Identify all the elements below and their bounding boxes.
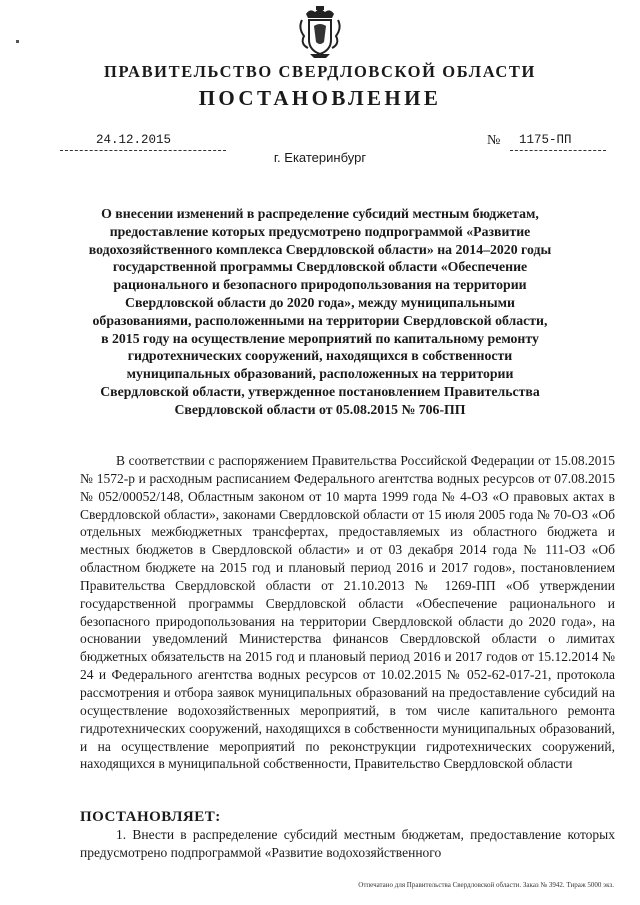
number-sign: № bbox=[487, 133, 501, 148]
scan-mark bbox=[16, 40, 19, 43]
document-type: ПОСТАНОВЛЕНИЕ bbox=[198, 86, 442, 110]
preamble bbox=[80, 452, 615, 773]
print-imprint: Отпечатано для Правительства Свердловской области. Заказ № 3942. Тираж 5000 экз. bbox=[358, 881, 614, 889]
coat-of-arms-emblem bbox=[296, 6, 344, 58]
document-number: 1175-ПП bbox=[519, 133, 572, 147]
document-date: 24.12.2015 bbox=[96, 133, 172, 147]
resolution-item-1: 1. Внести в распределение субсидий местным бюджетам, предоставление которых предусмотрено подпрограммой «Развитие водохозяйственного bbox=[80, 827, 615, 860]
government-title: ПРАВИТЕЛЬСТВО СВЕРДЛОВСКОЙ ОБЛАСТИ bbox=[104, 62, 536, 81]
city: г. Екатеринбург bbox=[273, 150, 367, 165]
preamble-paragraph: В соответствии с распоряжением Правительства Российской Федерации от 15.08.2015 № 1572-р и расходным расписанием Федерального агентства водных ресурсов от 07.08.2015 № 052/00052/148, Областным законом от 10 марта 1999 года № 4-ОЗ «О правовых актах в Свердловской области», законами Свердловской области от 15 июля 2005 года № 70-ОЗ «Об отдельных межбюджетных трансфертах, предоставляемых из областного бюджета и местных бюджетов в Свердловской области» и от 03 декабря 2014 года № 111-ОЗ «Об областном бюджете на 2015 год и плановый период 2016 и 2017 годов», постановлением Правительства Свердловской области от 21.10.2013 № 1269-ПП «Об утверждении государственной программы Свердловской области «Обеспечение рационального и безопасного природопользования на территории Свердловской области до 2020 года», на основании уведомлений Министерства финансов Свердловской области о лимитах бюджетных обязательств на 2015 год и плановый период 2016 и 2017 годов от 15.12.2014 № 24 и Федерального агентства водных ресурсов от 10.02.2015 № 052-62-017-21, протокола рассмотрения и отбора заявок муниципальных образований на предоставление субсидий на осуществление водохозяйственных мероприятий, в том числе капитального ремонта гидротехнических сооружений, находящихся в собственности муниципальных образований, и на осуществление мероприятий по реконструкции гидротехнических сооружений, находящихся в муниципальной собственности, Правительство Свердловской области bbox=[80, 453, 615, 772]
document-heading: О внесении изменений в распределение субсидий местным бюджетам, предоставление которых предусмотрено подпрограммой «Развитие водохозяйственного комплекса Свердловской области» на 2014–2020 годы государственной программы Свердловской области «Обеспечение рационального и безопасного природопользования на территории Свердловской области до 2020 года», между муниципальными образованиями, расположенными на территории Свердловской области, в 2015 году на осуществление мероприятий по капитальному ремонту гидротехнических сооружений, находящихся в собственности муниципальных образований, расположенных на территории Свердловской области, утвержденное постановлением Правительства Свердловской области от 05.08.2015 № 706-ПП bbox=[88, 206, 552, 417]
resolves-heading: ПОСТАНОВЛЯЕТ: bbox=[80, 809, 221, 825]
